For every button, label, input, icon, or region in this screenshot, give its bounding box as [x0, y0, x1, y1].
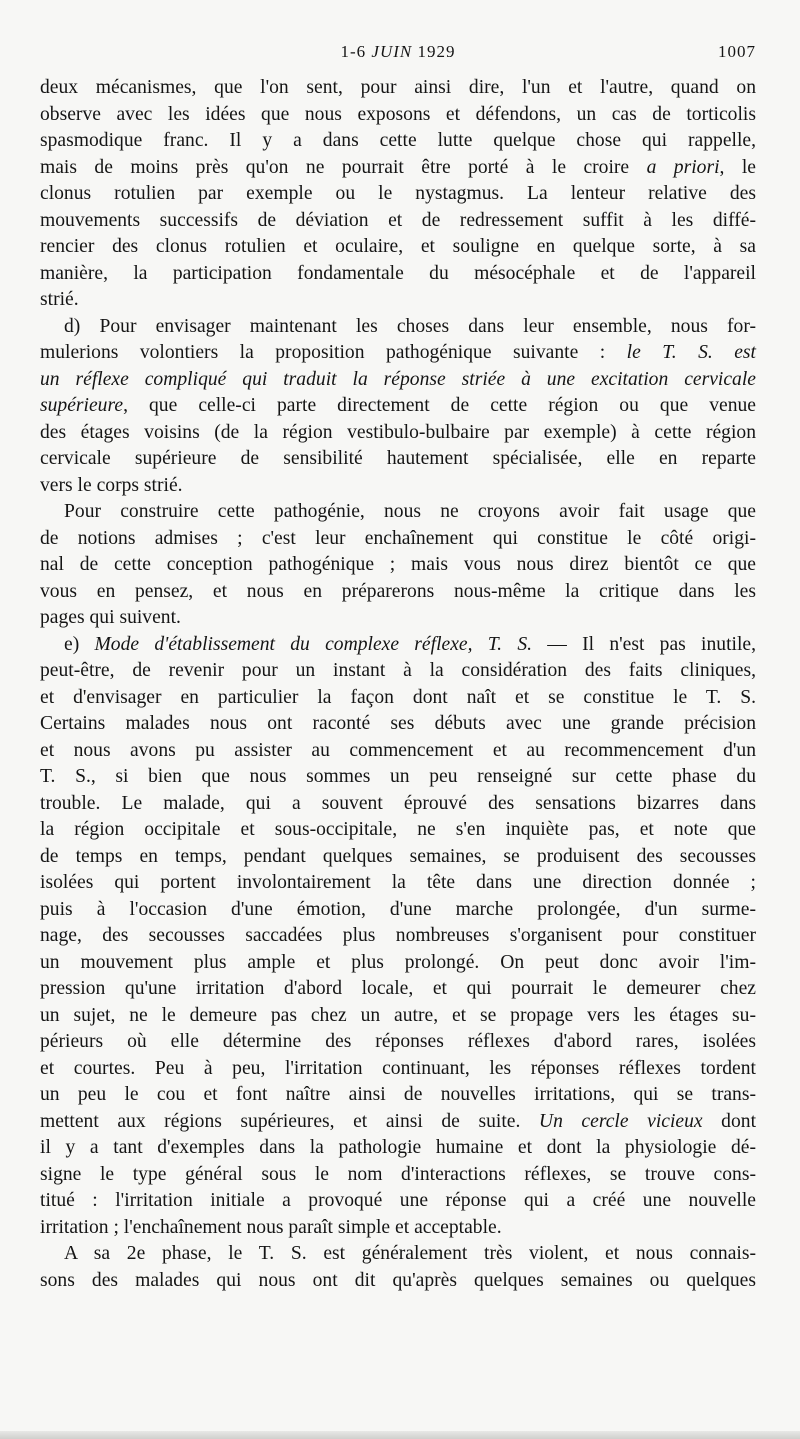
text-line [40, 314, 756, 341]
body-text [40, 75, 756, 1294]
text-line [40, 738, 756, 765]
text-run-after: dont [702, 1110, 757, 1132]
italic-run: Un cercle vicieux [538, 1110, 703, 1132]
text-run: mettent aux régions supérieures, et ainsi de suite. [40, 1110, 539, 1132]
text-line [40, 1082, 756, 1109]
running-title [40, 42, 756, 62]
text-run: isolées qui portent involontairement la tête dans une direction donnée ; [40, 872, 756, 893]
text-line [40, 208, 756, 235]
text-run: périeurs où elle détermine des réponses réflexes d'abord rares, isolées [40, 1031, 756, 1052]
text-run: rencier des clonus rotulien et oculaire, et souligne en quelque sorte, à sa [40, 236, 756, 257]
text-line [40, 1029, 756, 1056]
text-run: un mouvement plus ample et plus prolongé. On peut donc avoir l'im- [40, 951, 756, 973]
text-run: mais de moins près qu'on ne pourrait être porté à le croire [40, 156, 647, 178]
text-run: observe avec les idées que nous exposons et défendons, un cas de torticolis [40, 103, 756, 125]
text-run: un sujet, ne le demeure pas chez un autre, et se propage vers les étages su- [40, 1004, 756, 1026]
running-title-prefix: 1-6 [340, 42, 372, 61]
text-run: et nous avons pu assister au commencement et au recommencement d'un [40, 739, 756, 761]
text-line [40, 817, 756, 844]
text-run: et d'envisager en particulier la façon dont naît et se constitue le T. S. [40, 686, 756, 708]
text-run-after: , que celle-ci parte directement de cette région ou que venue [123, 395, 756, 416]
page-number: 1007 [718, 42, 756, 61]
text-line [40, 844, 756, 871]
text-line [40, 764, 756, 791]
text-run: trouble. Le malade, qui a souvent éprouvé des sensations bizarres dans [40, 792, 756, 814]
text-run: puis à l'occasion d'une émotion, d'une marche prolongée, d'un surme- [40, 898, 756, 920]
text-line [40, 1109, 756, 1136]
text-run: signe le type général sous le nom d'interactions réflexes, se trouve cons- [40, 1163, 756, 1185]
text-line [40, 181, 756, 208]
text-run: A sa 2e phase, le T. S. est généralement très violent, et nous connais- [64, 1243, 756, 1264]
text-line [40, 393, 756, 420]
text-run: mulerions volontiers la proposition pathogénique suivante : [40, 342, 627, 363]
text-line [40, 1162, 756, 1189]
text-line [40, 473, 756, 500]
text-run: la région occipitale et sous-occipitale, ne s'en inquiète pas, et note que [40, 819, 756, 840]
text-line [40, 526, 756, 553]
text-line [40, 976, 756, 1003]
text-run: clonus rotulien par exemple ou le nystagmus. La lenteur relative des [40, 183, 756, 204]
text-run: T. S., si bien que nous sommes un peu renseigné sur cette phase du [40, 766, 756, 787]
text-line [40, 605, 756, 632]
text-run: Certains malades nous ont raconté ses débuts avec une grande précision [40, 713, 756, 734]
text-run: peut-être, de revenir pour un instant à la considération des faits cliniques, [40, 660, 756, 681]
text-line [40, 579, 756, 606]
text-line [40, 658, 756, 685]
text-run: et courtes. Peu à peu, l'irritation continuant, les réponses réflexes tordent [40, 1057, 756, 1079]
text-line [40, 1135, 756, 1162]
text-line [40, 897, 756, 924]
text-line [40, 1268, 756, 1295]
text-run: un peu le cou et font naître ainsi de nouvelles irritations, qui se trans- [40, 1084, 756, 1105]
text-line [40, 155, 756, 182]
text-run: e) [64, 633, 95, 655]
text-line [40, 340, 756, 367]
running-title-month: JUIN [371, 42, 413, 61]
text-line [40, 1215, 756, 1242]
text-line [40, 923, 756, 950]
scan-edge [0, 1431, 800, 1439]
text-run: il y a tant d'exemples dans la pathologie humaine et dont la physiologie dé- [40, 1137, 756, 1158]
text-run: vous en pensez, et nous en préparerons nous-même la critique dans les [40, 580, 756, 602]
text-line [40, 632, 756, 659]
text-line [40, 261, 756, 288]
text-line [40, 552, 756, 579]
text-line [40, 287, 756, 314]
text-line [40, 420, 756, 447]
text-run: cervicale supérieure de sensibilité hautement spécialisée, elle en reparte [40, 448, 756, 469]
running-header [40, 42, 756, 72]
text-line [40, 234, 756, 261]
text-run: deux mécanismes, que l'on sent, pour ainsi dire, l'un et l'autre, quand on [40, 77, 756, 98]
text-line [40, 128, 756, 155]
text-run: titué : l'irritation initiale a provoqué une réponse qui a créé une nouvelle [40, 1190, 756, 1211]
text-line [40, 102, 756, 129]
text-run: d) Pour envisager maintenant les choses dans leur ensemble, nous for- [64, 315, 756, 337]
text-run: strié. [40, 289, 79, 310]
text-line [40, 1188, 756, 1215]
text-line [40, 367, 756, 394]
text-run-after: , le [719, 156, 756, 178]
text-line [40, 1003, 756, 1030]
text-run: irritation ; l'enchaînement nous paraît simple et acceptable. [40, 1216, 502, 1238]
text-run: mouvements successifs de déviation et de redressement suffit à les diffé- [40, 209, 756, 231]
italic-run: un réflexe compliqué qui traduit la réponse striée à une excitation cervicale [40, 368, 756, 390]
italic-run: a priori [646, 156, 720, 178]
text-line [40, 1056, 756, 1083]
text-run: sons des malades qui nous ont dit qu'après quelques semaines ou quelques [40, 1269, 756, 1291]
running-title-year: 1929 [412, 42, 456, 61]
text-line [40, 1241, 756, 1268]
text-run: pression qu'une irritation d'abord locale, et qui pourrait le demeurer chez [40, 978, 756, 999]
text-run: de temps en temps, pendant quelques semaines, se produisent des secousses [40, 845, 756, 867]
text-line [40, 446, 756, 473]
text-run-after: — Il n'est pas inutile, [532, 633, 757, 655]
text-run: nage, des secousses saccadées plus nombreuses s'organisent pour constituer [40, 925, 756, 946]
text-run: Pour construire cette pathogénie, nous ne croyons avoir fait usage que [64, 501, 756, 522]
text-run: manière, la participation fondamentale du mésocéphale et de l'appareil [40, 262, 756, 284]
text-line [40, 711, 756, 738]
text-line [40, 685, 756, 712]
text-run: spasmodique franc. Il y a dans cette lutte quelque chose qui rappelle, [40, 130, 756, 151]
text-run: de notions admises ; c'est leur enchaînement qui constitue le côté origi- [40, 527, 756, 549]
text-line [40, 75, 756, 102]
text-line [40, 499, 756, 526]
text-run: pages qui suivent. [40, 607, 181, 628]
text-run: vers le corps strié. [40, 474, 183, 496]
text-line [40, 950, 756, 977]
italic-run: le T. S. est [626, 342, 756, 363]
text-line [40, 870, 756, 897]
text-run: nal de cette conception pathogénique ; mais vous nous direz bientôt ce que [40, 554, 756, 575]
text-line [40, 791, 756, 818]
text-run: des étages voisins (de la région vestibulo-bulbaire par exemple) à cette région [40, 421, 756, 443]
italic-run: supérieure [40, 395, 124, 416]
italic-run: Mode d'établissement du complexe réflexe, T. S. [94, 633, 533, 655]
